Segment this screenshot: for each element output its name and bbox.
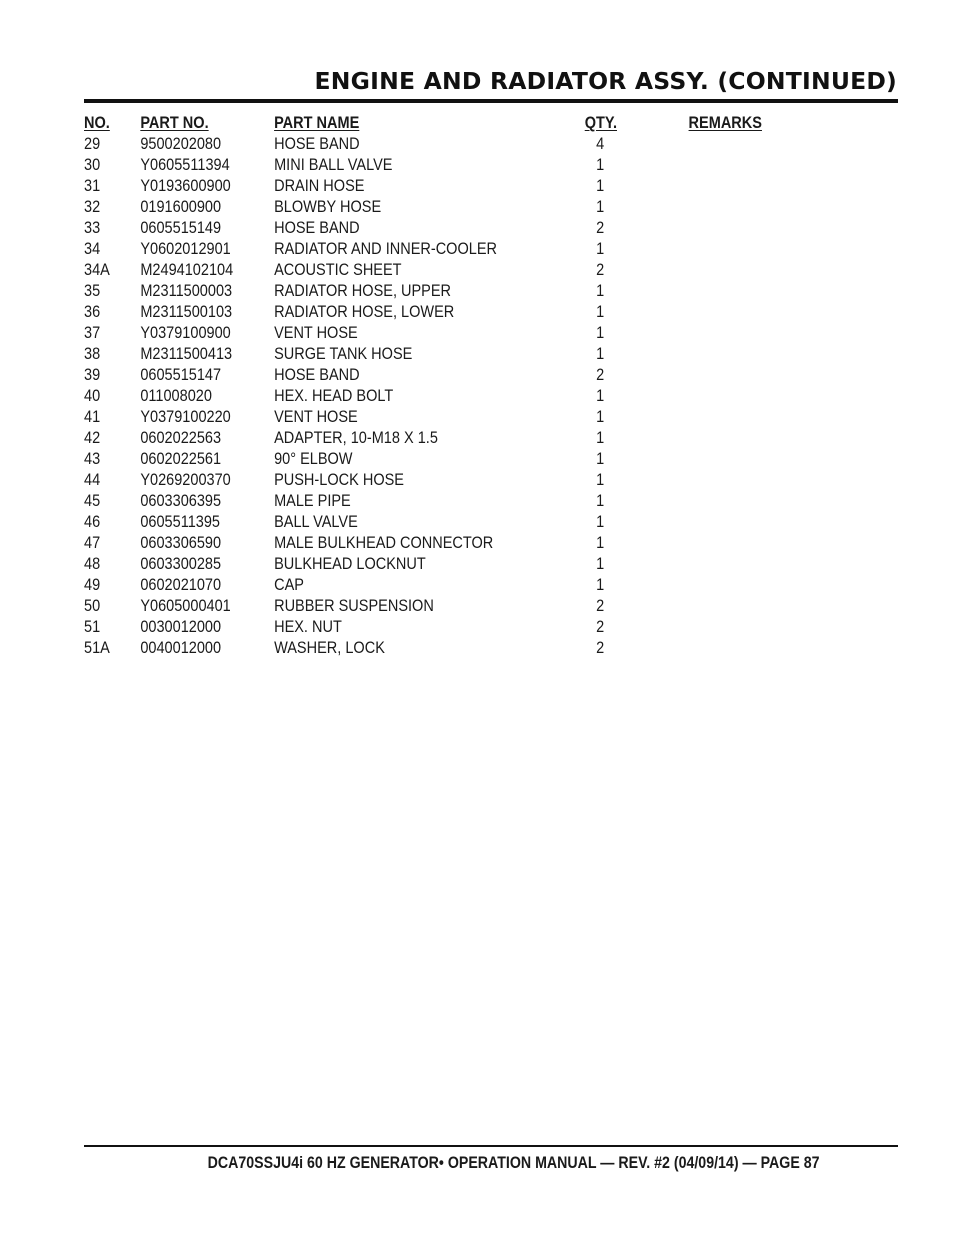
page-footer: DCA70SSJU4i 60 HZ GENERATOR• OPERATION MANUAL — REV. #2 (04/09/14) — PAGE 87 (208, 1154, 820, 1172)
cell-qty: 1 (596, 387, 605, 405)
cell-part-no: Y0379100220 (140, 408, 231, 426)
cell-part-no: Y0605511394 (140, 156, 230, 174)
cell-part-no: M2311500003 (140, 282, 233, 300)
table-row (84, 302, 753, 323)
cell-no: 45 (84, 492, 101, 510)
cell-remarks (689, 575, 753, 596)
table-row (84, 281, 753, 302)
cell-qty: 1 (596, 345, 605, 363)
cell-remarks (689, 302, 753, 323)
cell-no: 36 (84, 303, 101, 321)
cell-remarks (689, 596, 753, 617)
cell-remarks (689, 176, 753, 197)
cell-remarks (689, 281, 753, 302)
table-row (84, 428, 753, 449)
cell-part-name: ACOUSTIC SHEET (274, 261, 402, 279)
cell-part-name: PUSH-LOCK HOSE (274, 471, 404, 489)
cell-part-no: M2311500413 (140, 345, 233, 363)
cell-qty: 2 (596, 219, 605, 237)
cell-no: 37 (84, 324, 101, 342)
cell-part-name: VENT HOSE (274, 408, 358, 426)
cell-part-name: RADIATOR AND INNER-COOLER (274, 240, 498, 258)
cell-part-name: HEX. HEAD BOLT (274, 387, 394, 405)
cell-no: 35 (84, 282, 101, 300)
cell-no: 42 (84, 429, 101, 447)
cell-no: 41 (84, 408, 101, 426)
cell-qty: 1 (596, 471, 605, 489)
table-row (84, 554, 753, 575)
cell-qty: 1 (596, 198, 605, 216)
cell-qty: 1 (596, 492, 605, 510)
cell-part-no: 0030012000 (140, 618, 222, 636)
cell-qty: 1 (596, 408, 605, 426)
cell-part-no: 0605515149 (140, 219, 222, 237)
cell-no: 49 (84, 576, 101, 594)
cell-part-no: M2494102104 (140, 261, 234, 279)
cell-no: 31 (84, 177, 101, 195)
table-row (84, 218, 753, 239)
cell-part-name: MALE PIPE (274, 492, 351, 510)
cell-qty: 2 (596, 261, 605, 279)
cell-part-name: 90° ELBOW (274, 450, 353, 468)
table-row (84, 638, 753, 659)
cell-qty: 1 (596, 534, 605, 552)
column-header-part-no: PART NO. (140, 114, 209, 132)
column-header-remarks: REMARKS (688, 114, 762, 132)
table-row (84, 176, 753, 197)
table-row (84, 344, 753, 365)
cell-no: 51A (84, 639, 110, 657)
column-header-qty: QTY. (584, 114, 618, 132)
cell-part-no: 0040012000 (140, 639, 222, 657)
cell-remarks (689, 533, 753, 554)
cell-part-name: DRAIN HOSE (274, 177, 365, 195)
table-row (84, 260, 753, 281)
cell-part-name: HOSE BAND (274, 135, 360, 153)
table-row (84, 491, 753, 512)
cell-remarks (689, 428, 753, 449)
cell-remarks (689, 239, 753, 260)
cell-part-name: RADIATOR HOSE, UPPER (274, 282, 452, 300)
cell-qty: 1 (596, 429, 605, 447)
table-row (84, 533, 753, 554)
cell-part-no: 0605511395 (140, 513, 221, 531)
table-header-row (84, 113, 753, 134)
cell-qty: 1 (596, 282, 605, 300)
cell-part-no: 0605515147 (140, 366, 222, 384)
cell-part-no: 0602022563 (140, 429, 222, 447)
table-row (84, 239, 753, 260)
cell-qty: 4 (596, 135, 605, 153)
column-header-part-name: PART NAME (274, 114, 360, 132)
cell-part-no: 9500202080 (140, 135, 222, 153)
table-row (84, 470, 753, 491)
cell-no: 38 (84, 345, 101, 363)
cell-no: 50 (84, 597, 101, 615)
cell-qty: 1 (596, 450, 605, 468)
cell-part-name: WASHER, LOCK (274, 639, 385, 657)
cell-remarks (689, 218, 753, 239)
cell-no: 43 (84, 450, 101, 468)
cell-part-name: VENT HOSE (274, 324, 358, 342)
cell-qty: 1 (596, 240, 605, 258)
cell-no: 51 (84, 618, 101, 636)
table-row (84, 323, 753, 344)
cell-part-name: ADAPTER, 10-M18 X 1.5 (274, 429, 438, 447)
cell-part-no: 0603306395 (140, 492, 222, 510)
cell-qty: 2 (596, 597, 605, 615)
table-row (84, 617, 753, 638)
cell-remarks (689, 134, 753, 155)
cell-part-name: BALL VALVE (274, 513, 358, 531)
cell-no: 29 (84, 135, 101, 153)
cell-part-name: BULKHEAD LOCKNUT (274, 555, 426, 573)
cell-remarks (689, 449, 753, 470)
cell-remarks (689, 407, 753, 428)
cell-no: 40 (84, 387, 101, 405)
cell-remarks (689, 365, 753, 386)
table-row (84, 512, 753, 533)
table-row (84, 365, 753, 386)
cell-remarks (689, 638, 753, 659)
cell-remarks (689, 386, 753, 407)
cell-no: 30 (84, 156, 101, 174)
cell-no: 44 (84, 471, 101, 489)
cell-remarks (689, 491, 753, 512)
cell-remarks (689, 554, 753, 575)
table-row (84, 155, 753, 176)
page-title: ENGINE AND RADIATOR ASSY. (CONTINUED) (314, 67, 897, 95)
cell-no: 48 (84, 555, 101, 573)
cell-qty: 1 (596, 177, 605, 195)
cell-qty: 1 (596, 303, 605, 321)
cell-qty: 1 (596, 576, 605, 594)
cell-part-name: HOSE BAND (274, 219, 360, 237)
cell-qty: 1 (596, 324, 605, 342)
cell-part-name: RADIATOR HOSE, LOWER (274, 303, 455, 321)
cell-part-name: HOSE BAND (274, 366, 360, 384)
cell-qty: 1 (596, 555, 605, 573)
table-row (84, 134, 753, 155)
cell-remarks (689, 197, 753, 218)
cell-qty: 1 (596, 513, 605, 531)
cell-no: 32 (84, 198, 101, 216)
cell-part-no: 0191600900 (140, 198, 222, 216)
cell-part-no: 0603300285 (140, 555, 222, 573)
cell-part-no: Y0602012901 (140, 240, 231, 258)
cell-remarks (689, 344, 753, 365)
cell-part-name: BLOWBY HOSE (274, 198, 382, 216)
parts-table-body (84, 134, 753, 659)
cell-remarks (689, 260, 753, 281)
table-row (84, 575, 753, 596)
table-row (84, 386, 753, 407)
cell-no: 34A (84, 261, 110, 279)
cell-part-name: MINI BALL VALVE (274, 156, 393, 174)
cell-part-name: SURGE TANK HOSE (274, 345, 413, 363)
table-row (84, 449, 753, 470)
parts-list-table (84, 113, 762, 659)
cell-no: 47 (84, 534, 101, 552)
cell-part-no: 011008020 (140, 387, 212, 405)
cell-part-name: CAP (274, 576, 304, 594)
footer-divider (84, 1145, 898, 1147)
cell-part-no: Y0605000401 (140, 597, 231, 615)
cell-qty: 1 (596, 156, 605, 174)
table-row (84, 596, 753, 617)
cell-remarks (689, 617, 753, 638)
cell-no: 39 (84, 366, 101, 384)
cell-qty: 2 (596, 639, 605, 657)
cell-part-no: 0602022561 (140, 450, 222, 468)
table-row (84, 197, 753, 218)
table-row (84, 407, 753, 428)
title-divider (84, 99, 898, 103)
cell-qty: 2 (596, 366, 605, 384)
cell-part-name: RUBBER SUSPENSION (274, 597, 434, 615)
cell-no: 46 (84, 513, 101, 531)
cell-remarks (689, 470, 753, 491)
cell-part-no: 0602021070 (140, 576, 222, 594)
column-header-no: NO. (84, 114, 110, 132)
cell-qty: 2 (596, 618, 605, 636)
cell-part-name: HEX. NUT (274, 618, 342, 636)
cell-part-no: Y0379100900 (140, 324, 231, 342)
cell-part-name: MALE BULKHEAD CONNECTOR (274, 534, 494, 552)
cell-part-no: Y0193600900 (140, 177, 231, 195)
cell-no: 33 (84, 219, 101, 237)
cell-remarks (689, 323, 753, 344)
cell-no: 34 (84, 240, 101, 258)
cell-remarks (689, 155, 753, 176)
cell-remarks (689, 512, 753, 533)
cell-part-no: M2311500103 (140, 303, 233, 321)
cell-part-no: Y0269200370 (140, 471, 231, 489)
cell-part-no: 0603306590 (140, 534, 222, 552)
